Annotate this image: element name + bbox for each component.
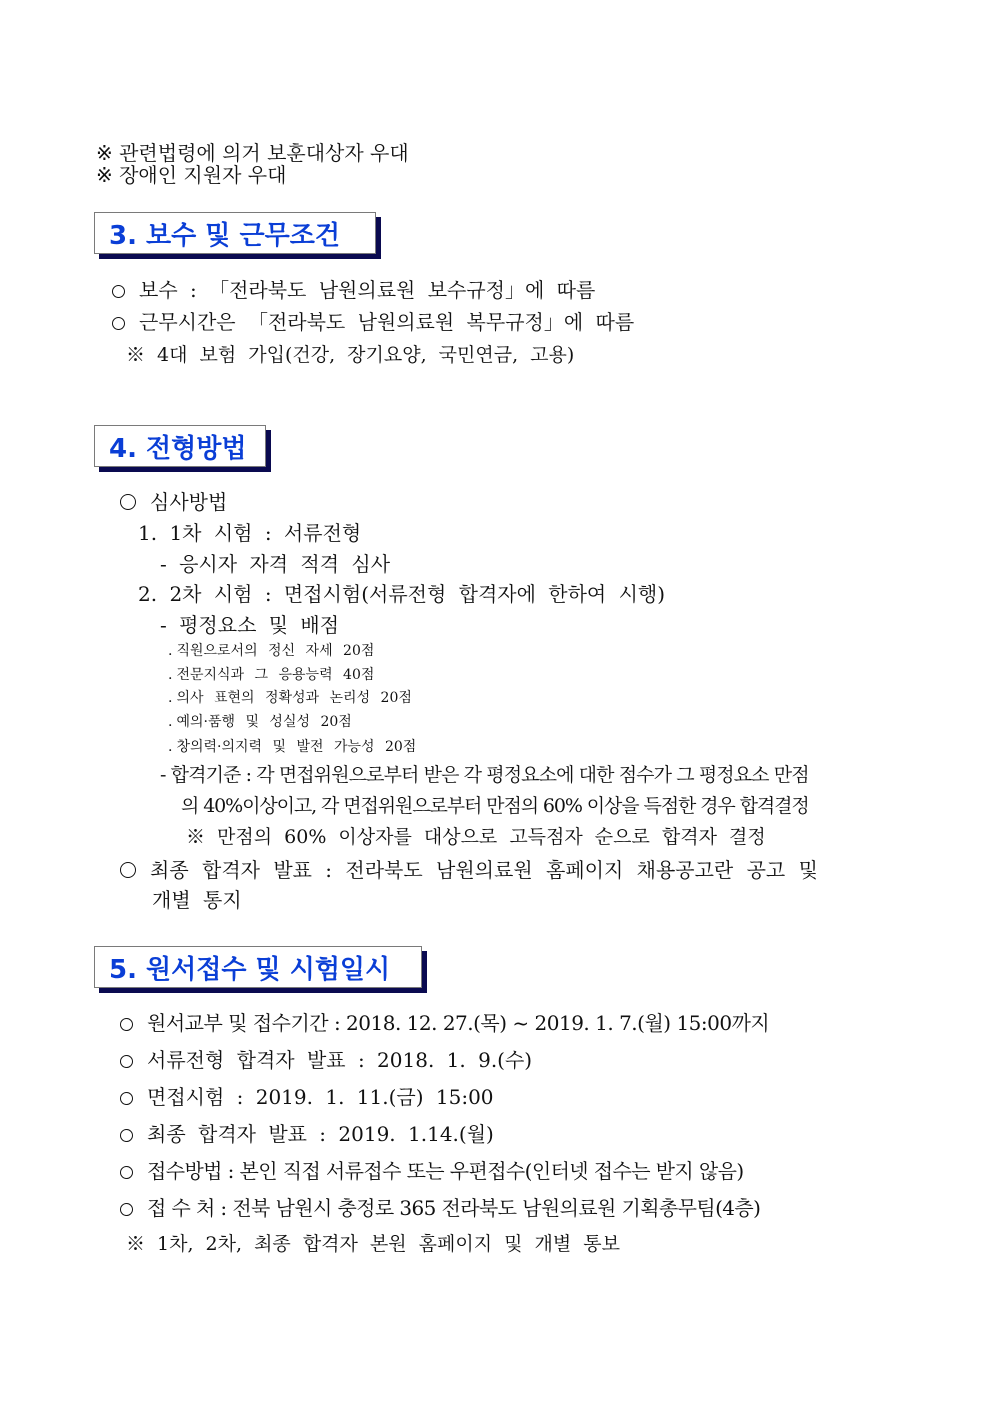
- section4-step2: 2. 2차 시험 : 면접시험(서류전형 합격자에 한하여 시행): [138, 582, 666, 606]
- schedule-final-result-text: 최종 합격자 발표 : 2019. 1.14.(월): [147, 1122, 494, 1146]
- circle-bullet-icon: [120, 1092, 133, 1105]
- section4-method: [120, 490, 227, 514]
- section3-title: 3. 보수 및 근무조건: [109, 220, 340, 251]
- section3-item-hours: [112, 310, 634, 334]
- section4-step2-sub: - 평정요소 및 배점: [160, 613, 340, 637]
- schedule-submission-method-text: 접수방법 : 본인 직접 서류접수 또는 우편접수(인터넷 접수는 받지 않음): [147, 1159, 744, 1183]
- section3-item-hours-text: 근무시간은 「전라북도 남원의료원 복무규정」에 따름: [139, 310, 635, 334]
- schedule-submission-place-text: 접 수 처 : 전북 남원시 충정로 365 전라북도 남원의료원 기획총무팀(4층): [147, 1196, 761, 1220]
- circle-bullet-icon: [120, 1166, 133, 1179]
- pass-criteria-note: ※ 만점의 60% 이상자를 대상으로 고득점자 순으로 합격자 결정: [186, 826, 766, 848]
- circle-bullet-icon: [120, 1055, 133, 1068]
- final-announcement-text: 최종 합격자 발표 : 전라북도 남원의료원 홈페이지 채용공고란 공고 및: [150, 858, 818, 882]
- final-announcement-line2: 개별 통지: [152, 888, 242, 912]
- note-disabled: ※ 장애인 지원자 우대: [96, 163, 287, 187]
- section4-step1-sub: - 응시자 자격 적격 심사: [160, 552, 391, 576]
- section4-method-text: 심사방법: [150, 490, 228, 514]
- section3-note: ※ 4대 보험 가입(건강, 장기요양, 국민연금, 고용): [126, 344, 575, 366]
- schedule-document-result-text: 서류전형 합격자 발표 : 2018. 1. 9.(수): [147, 1048, 533, 1072]
- section5-note: ※ 1차, 2차, 최종 합격자 본원 홈페이지 및 개별 통보: [126, 1233, 620, 1255]
- schedule-final-result: [120, 1122, 494, 1146]
- circle-bullet-icon: [120, 1129, 133, 1142]
- section4-step1: 1. 1차 시험 : 서류전형: [138, 521, 362, 545]
- section4-title: 4. 전형방법: [109, 433, 247, 464]
- section3-item-pay: [112, 278, 595, 302]
- criteria-item: . 창의력·의지력 및 발전 가능성 20점: [168, 739, 417, 755]
- criteria-item: . 예의·품행 및 성실성 20점: [168, 714, 352, 730]
- criteria-item: . 직원으로서의 정신 자세 20점: [168, 643, 375, 659]
- section3-heading: [94, 212, 376, 254]
- section5-title: 5. 원서접수 및 시험일시: [109, 954, 391, 985]
- circle-bullet-icon: [120, 1018, 133, 1031]
- schedule-submission-place: [120, 1196, 760, 1220]
- note-veterans: ※ 관련법령에 의거 보훈대상자 우대: [96, 141, 409, 165]
- circle-bullet-icon: [120, 1203, 133, 1216]
- section4-heading: [94, 425, 266, 467]
- pass-criteria-line2: 의 40%이상이고, 각 면접위원으로부터 만점의 60% 이상을 득점한 경우 합격결정: [181, 795, 809, 817]
- criteria-item: . 의사 표현의 정확성과 논리성 20점: [168, 690, 412, 706]
- circle-bullet-icon: [112, 285, 125, 298]
- circle-bullet-icon: [120, 494, 136, 510]
- schedule-interview: [120, 1085, 494, 1109]
- section5-heading: [94, 946, 422, 988]
- circle-bullet-icon: [112, 317, 125, 330]
- section3-item-pay-text: 보수 : 「전라북도 남원의료원 보수규정」에 따름: [139, 278, 596, 302]
- schedule-interview-text: 면접시험 : 2019. 1. 11.(금) 15:00: [147, 1085, 494, 1109]
- schedule-application-period: [120, 1011, 769, 1035]
- criteria-item: . 전문지식과 그 응용능력 40점: [168, 667, 375, 683]
- final-announcement-line1: [120, 858, 818, 882]
- pass-criteria-line1: - 합격기준 : 각 면접위원으로부터 받은 각 평정요소에 대한 점수가 그 평정요소 만점: [160, 764, 809, 786]
- schedule-application-period-text: 원서교부 및 접수기간 : 2018. 12. 27.(목) ~ 2019. 1. 7.(월) 15:00까지: [147, 1011, 770, 1035]
- circle-bullet-icon: [120, 862, 136, 878]
- schedule-document-result: [120, 1048, 532, 1072]
- schedule-submission-method: [120, 1159, 744, 1183]
